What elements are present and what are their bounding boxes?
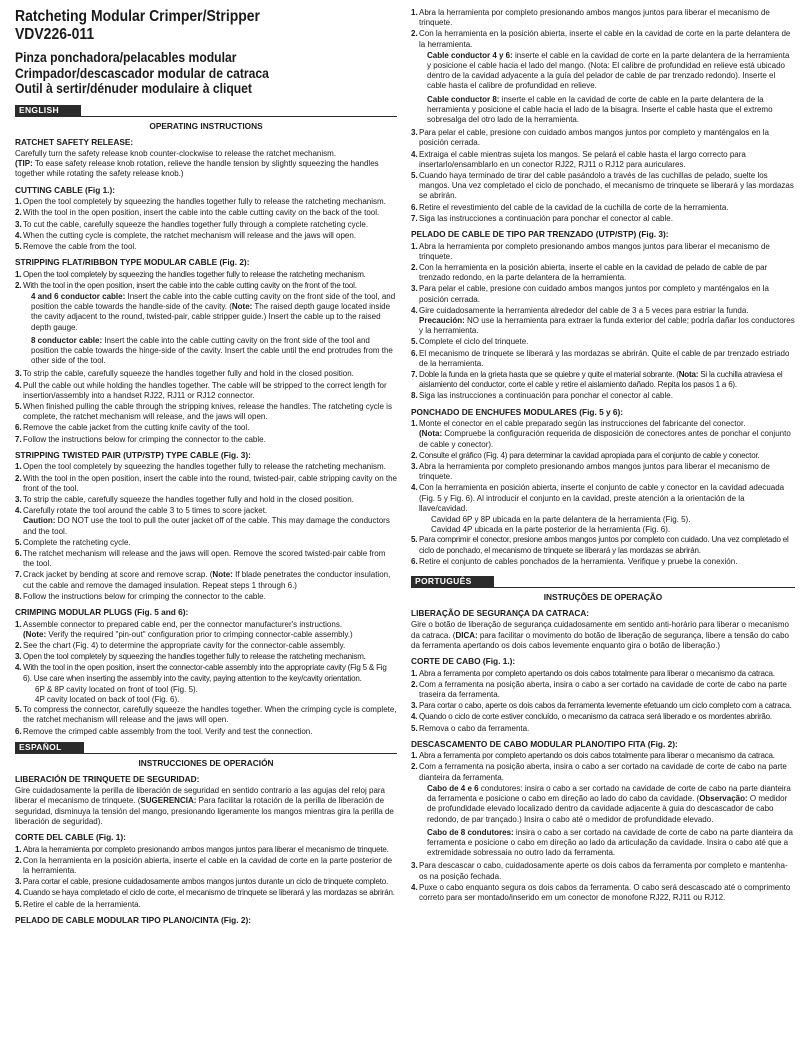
list-item: 8. Follow the instructions below for crimping the connector to the cable.: [15, 591, 266, 601]
list-item: 3. Para pelar el cable, presione con cuidado ambos mangos juntos por completo y manténgalos en la posición cerrada.: [411, 128, 769, 148]
paragraph: Gire cuidadosamente la perilla de liberación de seguridad en sentido contrario a las agujas del reloj para liberar el mecanismo de trinquete. (SUGERENCIA: Para facilitar la rotación de la perilla de liberación de seguridad, disminuya la tensión del mango, presionando ligeramente los mangos mientras gira la perilla de liberación de seguridad).: [15, 786, 394, 826]
list-item: 2. Con la herramienta en la posición abierta, inserte el cable en la cavidad de corte en la parte delantera de la herramienta.: [411, 29, 791, 49]
subsection-title: RATCHET SAFETY RELEASE:: [15, 136, 134, 147]
list-item: 3. Para cortar o cabo, aperte os dois cabos da ferramenta levemente efetuando um ciclo completo com a catraca.: [411, 701, 792, 711]
list-item: 4. Gire cuidadosamente la herramienta alrededor del cable de 3 a 5 veces para estriar la funda. Precaución: NO use la herramienta para extraer la funda exterior del cable; podría dañar los conductores y la herramienta.: [411, 305, 795, 336]
list-item: 8. Siga las instrucciones a continuación para ponchar el conector al cable.: [411, 391, 673, 401]
list-item: 2. Com a ferramenta na posição aberta, insira o cabo a ser cortado na cavidade de corte de cabo na parte traseira da ferramenta.: [411, 679, 787, 699]
section-bar-english: [15, 105, 397, 117]
list-item: 2. Con la herramienta en la posición abierta, inserte el cable en la cavidad de corte en la parte posterior de la herramienta.: [15, 855, 393, 875]
list-item: 2. Com a ferramenta na posição aberta, insira o cabo a ser cortado na cavidade de corte de cabo na parte dianteira da ferramenta.: [411, 762, 787, 782]
list-item: 3. To strip the cable, carefully squeeze the handles together fully and hold in the closed position.: [15, 494, 354, 504]
section-heading: OPERATING INSTRUCTIONS: [149, 120, 263, 131]
list-item: 6. Remove the cable jacket from the cutting knife cavity of the tool.: [15, 423, 250, 433]
subsection-title: DESCASCAMENTO DE CABO MODULAR PLANO/TIPO FITA (Fig. 2):: [411, 738, 678, 749]
right-column: [411, 8, 795, 1040]
list-item: 1. Monte el conector en el cable preparado según las instrucciones del fabricante del conector. (Nota: Compruebe la configuración requerida de disposición de conectores antes de ponchar el conjunto de cable y conector).: [411, 419, 791, 449]
list-item: 2. With the tool in the open position, insert the cable into the cable cutting cavity on the back of the tool.: [15, 208, 380, 218]
list-subitem: Cabo de 4 e 6 condutores: insira o cabo a ser cortado na cavidade de corte de cabo na parte dianteira da ferramenta e posicione o cabo em direção ao lado do cabo da cavidade. (Observação: O medidor de profundidade elevado localizado dentro da cavidade adjacente à guia do descascador de cabo redondo, de par trançado.) Insira o cabo até o medidor de profundidade elevado.: [427, 783, 791, 824]
section-bar-portugues: [411, 576, 795, 588]
subsection-title: PONCHADO DE ENCHUFES MODULARES (Fig. 5 y 6):: [411, 406, 624, 417]
list-item: 7. Crack jacket by bending at score and remove scrap. (Note: If blade penetrates the conductor insulation, cut the cable and remove the damaged insulation. Repeat steps 1 through 6.): [15, 570, 391, 590]
list-item: 1. Abra a ferramenta por completo apertando os dois cabos totalmente para liberar o mecanismo da catraca.: [411, 668, 775, 678]
list-subitem: 8 conductor cable: Insert the cable into the cable cutting cavity on the front side of the tool and position the cable towards the hinge-side of the cavity. Insert the cable until the end protrudes from the other side of the tool.: [31, 335, 393, 366]
list-subitem: Cavidad 6P y 8P ubicada en la parte delantera de la herramienta (Fig. 5).: [431, 514, 691, 524]
list-item: 6. Remove the crimped cable assembly from the tool. Verify and test the connection.: [15, 726, 313, 736]
list-subitem: Cabo de 8 condutores: insira o cabo a ser cortado na cavidade de corte de cabo na parte dianteira da ferramenta e posicione o cabo em direção ao lado da articulação da cavidade. Insira o cabo até que a extremidade sobressaia no outro lado da ferramenta.: [427, 827, 793, 858]
list-item: 5. Cuando haya terminado de tirar del cable pasándolo a través de las cuchillas de pelado, suelte los mangos. Una vez completado el ciclo de ponchado, el mecanismo de trinquete se liberará y las mordazas se abrirán.: [411, 171, 794, 201]
subsection-title: PELADO DE CABLE DE TIPO PAR TRENZADO (UTP/STP) (Fig. 3):: [411, 229, 669, 240]
list-item: 3. Abra la herramienta por completo presionando ambos mangos juntos para liberar el mecanismo de trinquete.: [411, 461, 770, 482]
list-subitem: 6P & 8P cavity located on front of tool (Fig. 5).: [35, 684, 198, 694]
list-item: 4. Puxe o cabo enquanto segura os dois cabos da ferramenta. O cabo será descascado até o comprimento correto para ser montado/inserido em um conector de monofone RJ22, RJ11 ou RJ12.: [411, 882, 791, 902]
list-subitem: Cable conductor 8: inserte el cable en la cavidad de corte de cable en la parte delantera de la herramienta y posicione el cable hacia el lado de la bisagra. Inserte el cable hasta que el extremo sobresalga del otro lado de la herramienta.: [427, 94, 773, 125]
subsection-title: CUTTING CABLE (Fig 1.):: [15, 184, 116, 195]
list-item: 1. Open the tool completely by squeezing the handles together fully to release the ratcheting mechanism.: [15, 269, 366, 279]
list-item: 4. Quando o ciclo de corte estiver concluído, o mecanismo da catraca será liberado e os mordentes abrirão.: [411, 712, 772, 722]
list-item: 1. Assemble connector to prepared cable end, per the connector manufacturer's instructions. (Note: Verify the required "pin-out" configuration prior to crimping connector-cable assembly.): [15, 619, 353, 639]
list-item: 5. To compress the connector, carefully squeeze the handles together. When the crimping cycle is complete, the ratchet mechanism will release and the jaws will open.: [15, 705, 397, 725]
product-subtitle-pt: Crimpador/descascador modular de catraca: [15, 65, 269, 81]
product-subtitle-es: Pinza ponchadora/pelacables modular: [15, 50, 237, 65]
list-item: 2. With the tool in the open position, insert the cable into the cable cutting cavity on the front of the tool.: [15, 280, 357, 290]
list-item: 4. Pull the cable out while holding the handles together. The cable will be stripped to the correct length for insertion/assembly into a handset RJ22, RJ11 or RJ12 connector.: [15, 380, 387, 400]
list-item: 1. Abra la herramienta por completo presionando ambos mangos juntos para liberar el mecanismo de trinquete.: [411, 8, 770, 28]
subsection-title: STRIPPING FLAT/RIBBON TYPE MODULAR CABLE (Fig. 2):: [15, 257, 250, 268]
list-item: 3. Para descascar o cabo, cuidadosamente aperte os dois cabos da ferramenta por completo e mantenha-os na posição fechada.: [411, 861, 788, 881]
list-item: 1. Open the tool completely by squeezing the handles together fully to release the ratcheting mechanism.: [15, 197, 386, 207]
list-item: 2. Consulte el gráfico (Fig. 4) para determinar la cavidad apropiada para el conjunto de cable y conector.: [411, 450, 760, 460]
list-item: 4. Carefully rotate the tool around the cable 3 to 5 times to score jacket. Caution: DO NOT use the tool to pull the outer jacket off of the cable. This may damage the conductors and the tool.: [15, 506, 390, 536]
subsection-title: CORTE DE CABO (Fig. 1.):: [411, 656, 516, 667]
list-item: 7. Doble la funda en la grieta hasta que se quiebre y quite el material sobrante. (Nota: Si la cuchilla atraviesa el aislamiento del conductor, corte el cable y retire el aislamiento dañado. Repita los pasos 1 a 6).: [411, 370, 783, 390]
list-item: 2. See the chart (Fig. 4) to determine the appropriate cavity for the connector-cable assembly.: [15, 640, 346, 650]
list-item: 3. To cut the cable, carefully squeeze the handles together fully through a complete ratcheting cycle.: [15, 219, 369, 229]
list-subitem: Cable conductor 4 y 6: inserte el cable en la cavidad de corte en la parte delantera de la herramienta y posicione el cable hacia el lado del mango. (Nota: El calibre de profundidad en relieve está ubicado dentro de la cavidad adyacente a la guía del pelador de cable de par trenzado redondo). Inserte el cable hasta el calibre de profundidad en relieve.: [427, 50, 790, 91]
list-item: 5. Retire el cable de la herramienta.: [15, 899, 141, 909]
subsection-title: STRIPPING TWISTED PAIR (UTP/STP) TYPE CABLE (Fig. 3):: [15, 449, 251, 460]
list-item: 3. Open the tool completely by squeezing the handles together fully to release the ratcheting mechanism.: [15, 652, 366, 662]
list-subitem: 4P cavity located on back of tool (Fig. 6).: [35, 694, 180, 704]
section-bar-espanol: [15, 742, 397, 754]
list-item: 5. Remove the cable from the tool.: [15, 241, 137, 251]
list-item: 1. Abra la herramienta por completo presionando ambos mangos juntos para liberar el mecanismo de trinquete.: [411, 241, 770, 261]
product-subtitle-fr: Outil à sertir/dénuder modulaire à cliquet: [15, 81, 252, 96]
list-item: 1. Abra la herramienta por completo presionando ambos mangos juntos para liberar el mecanismo de trinquete.: [15, 844, 389, 854]
language-label: PORTUGUÊS: [411, 576, 494, 587]
list-item: 4. Con la herramienta en posición abierta, inserte el conjunto de cable y conector en la cavidad adecuada (Fig. 5 y Fig. 6). Al introducir el conjunto en la cavidad, preste atención a la orientación de la llave/cavidad.: [411, 483, 785, 513]
product-title: Ratcheting Modular Crimper/Stripper: [15, 8, 260, 25]
paragraph: Carefully turn the safety release knob counter-clockwise to release the ratchet mechanism. (TIP: To ease safety release knob rotation, relieve the handle tension by slightly squeezing the handles together while rotating the safety release knob.): [15, 149, 379, 179]
list-item: 2. Con la herramienta en la posición abierta, inserte el cable en la cavidad de pelado de cable de par trenzado redondo, en la parte delantera de la herramienta.: [411, 262, 768, 283]
list-item: 6. Retire el revestimiento del cable de la cavidad de la cuchilla de corte de la herramienta.: [411, 202, 729, 212]
language-label: ESPAÑOL: [15, 742, 84, 753]
list-item: 6. Retire el conjunto de cables ponchados de la herramienta. Verifique y pruebe la conexión.: [411, 556, 738, 566]
section-heading: INSTRUÇÕES DE OPERAÇÃO: [543, 591, 663, 602]
list-item: 4. Cuando se haya completado el ciclo de corte, el mecanismo de trinquete se liberará y las mordazas se abrirán.: [15, 888, 395, 898]
list-subitem: Cavidad 4P ubicada en la parte posterior de la herramienta (Fig. 6).: [431, 525, 671, 535]
list-item: 5. Complete el ciclo del trinquete.: [411, 337, 529, 347]
list-item: 5. Remova o cabo da ferramenta.: [411, 723, 530, 733]
subsection-title: LIBERACIÓN DE TRINQUETE DE SEGURIDAD:: [15, 773, 200, 784]
subsection-title: CORTE DEL CABLE (Fig. 1):: [15, 832, 126, 843]
list-item: 4. When the cutting cycle is complete, the ratchet mechanism will release and the jaws will open.: [15, 230, 357, 240]
list-item: 7. Follow the instructions below for crimping the connector to the cable.: [15, 434, 266, 444]
list-item: 6. The ratchet mechanism will release and the jaws will open. Remove the scored twisted-pair cable from the tool.: [15, 549, 386, 569]
list-item: 4. Extraiga el cable mientras sujeta los mangos. Se pelará el cable hasta el largo correcto para insertarlo/ensamblarlo en un conector RJ22, RJ11 o RJ12 para auriculares.: [411, 149, 746, 169]
list-item: 3. To strip the cable, carefully squeeze the handles together fully and hold in the closed position.: [15, 369, 354, 379]
list-item: 3. Para pelar el cable, presione con cuidado ambos mangos juntos por completo y manténgalos en la posición cerrada.: [411, 284, 769, 304]
list-item: 7. Siga las instrucciones a continuación para ponchar el conector al cable.: [411, 213, 673, 223]
list-item: 1. Abra a ferramenta por completo apertando os dois cabos totalmente para liberar o mecanismo da catraca.: [411, 751, 775, 761]
list-item: 2. With the tool in the open position, insert the cable into the round, twisted-pair, cable stripping cavity on the front of the tool.: [15, 473, 397, 493]
list-item: 5. Para comprimir el conector, presione ambos mangos juntos por completo con cuidado. Una vez completado el ciclo de ponchado, el mecanismo de trinquete se liberará y las mordazas se abrirán.: [411, 535, 789, 555]
list-item: 1. Open the tool completely by squeezing the handles together fully to release the ratcheting mechanism.: [15, 462, 386, 472]
subsection-title: PELADO DE CABLE MODULAR TIPO PLANO/CINTA (Fig. 2):: [15, 914, 251, 925]
left-column: [15, 8, 397, 1040]
subsection-title: LIBERAÇÃO DE SEGURANÇA DA CATRACA:: [411, 607, 590, 618]
language-label: ENGLISH: [15, 105, 81, 116]
section-heading: INSTRUCCIONES DE OPERACIÓN: [138, 757, 274, 768]
list-item: 5. Complete the ratcheting cycle.: [15, 537, 131, 547]
list-item: 3. Para cortar el cable, presione cuidadosamente ambos mangos juntos durante un ciclo de trinquete completo.: [15, 877, 389, 887]
list-item: 5. When finished pulling the cable through the stripping knives, release the handles. The ratcheting cycle is complete, the ratchet mechanism will release, and the jaws will open.: [15, 402, 392, 422]
list-subitem: 4 and 6 conductor cable: Insert the cable into the cable cutting cavity on the front side of the tool, and position the cable towards the handle-side of the cavity. (Note: The raised depth gauge located inside the cavity adjacent to the round, twisted-pair, cable stripper guide.) Insert the cable up to the raised depth gauge.: [31, 292, 396, 332]
subsection-title: CRIMPING MODULAR PLUGS (Fig. 5 and 6):: [15, 607, 189, 618]
paragraph: Gire o botão de liberação de segurança cuidadosamente em sentido anti-horário para liberar o mecanismo da catraca. (DICA: para facilitar o movimento do botão de liberação de segurança, libere a tensão do cabo da ferramenta apertando os dois cabos levemente enquanto gira o botão de liberação.): [411, 620, 789, 650]
list-item: 6. El mecanismo de trinquete se liberará y las mordazas se abrirán. Quite el cable de par trenzado estriado de la herramienta.: [411, 348, 790, 368]
product-model: VDV226-011: [15, 26, 95, 43]
list-item: 4. With the tool in the open position, insert the connector-cable assembly into the appropriate cavity (Fig 5 & Fig 6). Use care when inserting the assembly into the cavity, paying attention to the key/cavity orientation.: [15, 663, 387, 683]
